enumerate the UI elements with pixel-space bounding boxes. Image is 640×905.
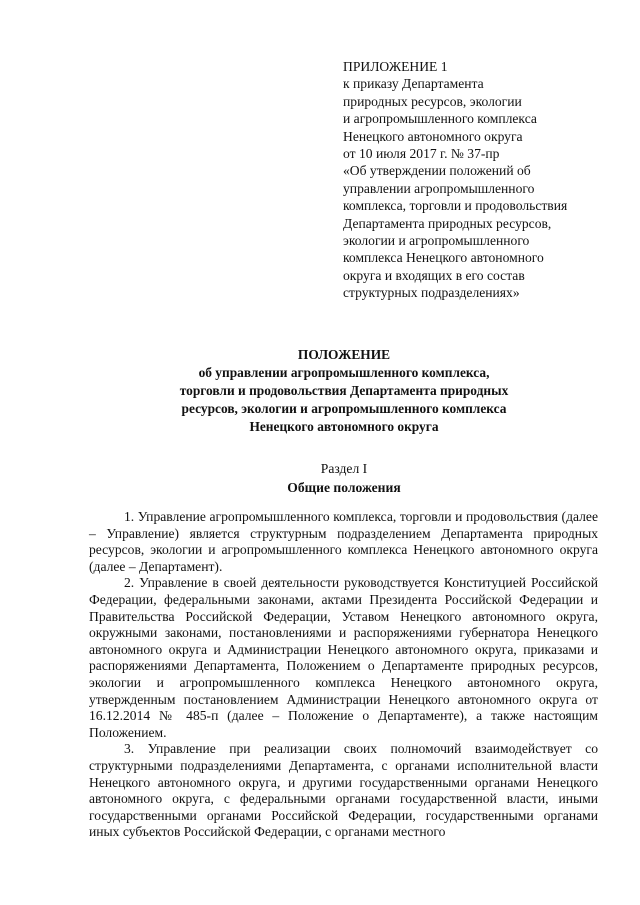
appendix-line: округа и входящих в его состав bbox=[343, 267, 525, 283]
title-line: торговли и продовольствия Департамента природных bbox=[179, 383, 509, 398]
appendix-header bbox=[343, 58, 608, 302]
appendix-line: «Об утверждении положений об bbox=[343, 163, 531, 179]
section-header bbox=[80, 460, 608, 497]
appendix-line: комплекса Ненецкого автономного bbox=[343, 250, 544, 266]
section-heading: Общие положения bbox=[287, 479, 401, 495]
section-number: Раздел I bbox=[320, 461, 368, 476]
appendix-line: Департамента природных ресурсов, bbox=[343, 215, 552, 231]
document-title bbox=[80, 346, 608, 436]
appendix-line: структурных подразделениях» bbox=[343, 285, 520, 301]
appendix-line: и агропромышленного комплекса bbox=[343, 111, 537, 127]
document-body bbox=[89, 509, 598, 841]
appendix-line: ПРИЛОЖЕНИЕ 1 bbox=[343, 59, 448, 74]
appendix-line: комплекса, торговли и продовольствия bbox=[343, 198, 568, 214]
title-heading: ПОЛОЖЕНИЕ bbox=[297, 347, 391, 362]
paragraph-1: 1. Управление агропромышленного комплекса, торговли и продовольствия (далее – Управление) является структурным подразделением Департамента природных ресурсов, экологии и агропромышленного комплекса Ненецкого автономного округа (далее – Департамент). bbox=[89, 509, 598, 574]
paragraph-2: 2. Управление в своей деятельности руководствуется Конституцией Российской Федерации, федеральными законами, актами Президента Российской Федерации и Правительства Российской Федерации, Уставом Ненецкого автономного округа, окружными законами, постановлениями и распоряжениями губернатора Ненецкого автономного округа и Администрации Ненецкого автономного округа, приказами и распоряжениями Департамента, Положением о Департаменте природных ресурсов, экологии и агропромышленного комплекса Ненецкого автономного округа, утвержденным постановлением Администрации Ненецкого автономного округа от 16.12.2014 № 485-п (далее – Положение о Департаменте), а также настоящим Положением. bbox=[89, 575, 598, 740]
appendix-line: к приказу Департамента bbox=[343, 76, 484, 92]
appendix-line: от 10 июля 2017 г. № 37-пр bbox=[343, 146, 500, 162]
appendix-line: Ненецкого автономного округа bbox=[343, 128, 523, 144]
title-line: ресурсов, экологии и агропромышленного комплекса bbox=[181, 401, 507, 416]
title-line: Ненецкого автономного округа bbox=[249, 419, 439, 434]
appendix-line: природных ресурсов, экологии bbox=[343, 93, 522, 109]
paragraph-3: 3. Управление при реализации своих полномочий взаимодействует со структурными подразделениями Департамента, с органами исполнительной власти Ненецкого автономного округа, и другими государственными органами Ненецкого автономного округа, с федеральными органами государственной власти, иными государственными органами Российской Федерации, государственными органами иных субъектов Российской Федерации, с органами местного bbox=[89, 741, 598, 840]
appendix-line: экологии и агропромышленного bbox=[343, 233, 530, 249]
appendix-line: управлении агропромышленного bbox=[343, 180, 535, 196]
title-line: об управлении агропромышленного комплекса, bbox=[198, 365, 490, 380]
